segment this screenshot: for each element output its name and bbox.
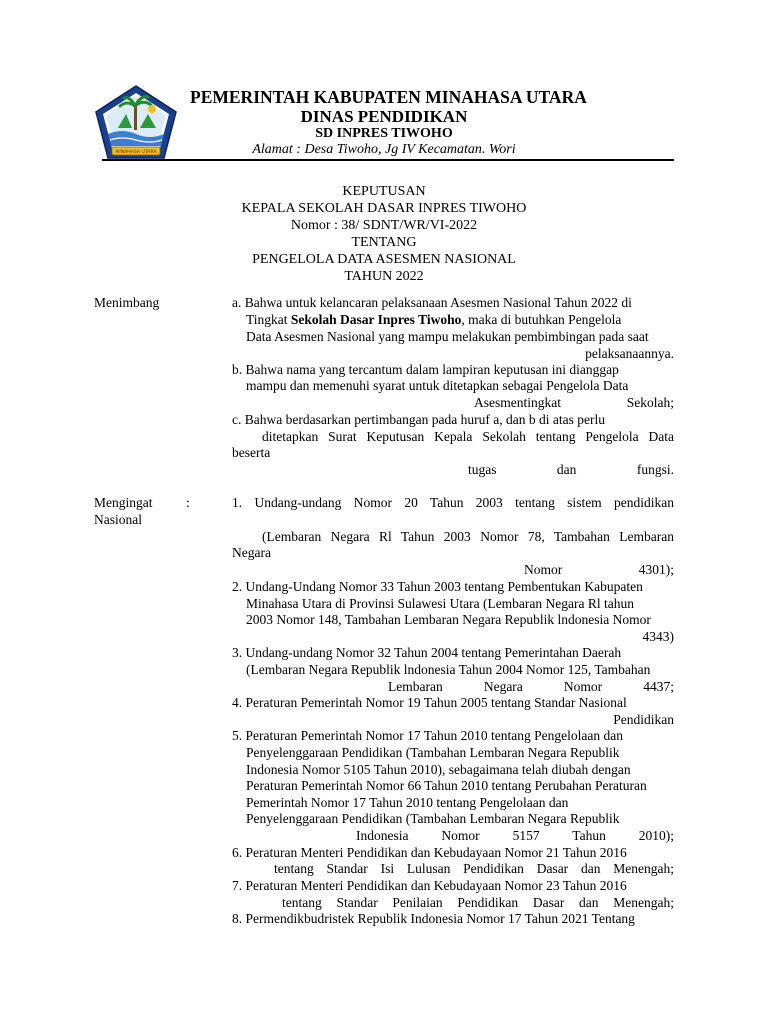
- menimbang-c-line: c. Bahwa berdasarkan pertimbangan pada huruf a, dan b di atas perlu: [232, 412, 605, 427]
- mengingat-item-5: Pemerintah Nomor 17 Tahun 2010 tentang Pengelolaan dan: [246, 795, 569, 810]
- decree-heading: KEPUTUSAN: [342, 184, 426, 199]
- mengingat-label: Mengingat: [94, 495, 153, 510]
- logo-banner-text: MINAHASA UTARA: [115, 150, 157, 156]
- decree-subject: PENGELOLA DATA ASESMEN NASIONAL: [252, 252, 516, 267]
- mengingat-item-7: 7. Peraturan Menteri Pendidikan dan Kebudayaan Nomor 23 Tahun 2016: [232, 878, 627, 893]
- mengingat-item-5: Penyelenggaraan Pendidikan (Tambahan Lembaran Negara Republik: [246, 745, 620, 760]
- mengingat-item-6: 6. Peraturan Menteri Pendidikan dan Kebudayaan Nomor 21 Tahun 2016: [232, 845, 627, 860]
- letterhead-agency: DINAS PENDIDIKAN: [300, 107, 468, 126]
- mengingat-item-2: 2003 Nomor 148, Tambahan Lembaran Negara Republik lndonesia Nomor: [246, 612, 651, 627]
- menimbang-c-line: beserta: [232, 445, 271, 460]
- school-name-bold: Sekolah Dasar Inpres Tiwoho: [290, 312, 462, 327]
- letterhead-divider: [102, 159, 674, 161]
- mengingat-item-4: 4. Peraturan Pemerintah Nomor 19 Tahun 2005 tentang Standar Nasional: [232, 695, 627, 710]
- mengingat-item-1: (Lembaran Negara Rl Tahun 2003 Nomor 78, Tambahan Lembaran: [262, 529, 674, 544]
- menimbang-a-line: Data Asesmen Nasional yang mampu melakukan pembimbingan pada saat: [246, 329, 649, 344]
- mengingat-item-3: 3. Undang-undang Nomor 32 Tahun 2004 tentang Pemerintahan Daerah: [232, 645, 622, 660]
- mengingat-item-5: Penyelenggaraan Pendidikan (Tambahan Lembaran Negara Republik: [246, 811, 620, 826]
- mengingat-item-5: 5. Peraturan Pemerintah Nomor 17 Tahun 2010 tentang Pengelolaan dan: [232, 728, 623, 743]
- mengingat-item-1: Nomor 4301);: [524, 562, 674, 577]
- mengingat-item-2: Minahasa Utara di Provinsi Sulawesi Utara (Lembaran Negara Rl tahun: [246, 596, 635, 611]
- mengingat-item-6: tentang Standar Isi Lulusan Pendidikan Dasar dan Menengah;: [274, 861, 674, 876]
- regency-logo: [94, 84, 178, 160]
- letterhead-government: PEMERINTAH KABUPATEN MINAHASA UTARA: [190, 87, 587, 107]
- menimbang-a-text: , maka di butuhkan Pengelola: [461, 312, 622, 327]
- menimbang-a-line: a. Bahwa untuk kelancaran pelaksanaan Asesmen Nasional Tahun 2022 di: [232, 295, 632, 310]
- menimbang-b-line: b. Bahwa nama yang tercantum dalam lampiran keputusan ini dianggap: [232, 362, 619, 377]
- mengingat-label: Nasional: [94, 512, 142, 527]
- mengingat-item-5: Peraturan Pemerintah Nomor 66 Tahun 2010 tentang Perubahan Peraturan: [246, 778, 647, 793]
- decree-tentang: TENTANG: [351, 235, 417, 250]
- mengingat-item-1: 1. Undang-undang Nomor 20 Tahun 2003 tentang sistem pendidikan: [232, 495, 674, 510]
- menimbang-c-line: ditetapkan Surat Keputusan Kepala Sekolah tentang Pengelola Data: [262, 429, 674, 444]
- mengingat-item-4: Pendidikan: [613, 712, 674, 727]
- mengingat-item-7: tentang Standar Penilaian Pendidikan Dasar dan Menengah;: [282, 895, 674, 910]
- menimbang-a-line: pelaksanaannya.: [585, 346, 674, 361]
- mengingat-item-8: 8. Permendikbudristek Republik Indonesia Nomor 17 Tahun 2021 Tentang: [232, 911, 635, 926]
- decree-number: Nomor : 38/ SDNT/WR/VI-2022: [290, 218, 478, 233]
- mengingat-item-5: Indonesia Nomor 5105 Tahun 2010), sebagaimana telah diubah dengan: [246, 762, 631, 777]
- menimbang-c-line: tugas dan fungsi.: [468, 462, 674, 477]
- mengingat-item-3: Lembaran Negara Nomor 4437;: [388, 679, 674, 694]
- menimbang-label: Menimbang: [94, 295, 160, 310]
- mengingat-item-2: 2. Undang-Undang Nomor 33 Tahun 2003 tentang Pembentukan Kabupaten: [232, 579, 643, 594]
- mengingat-colon: :: [186, 495, 190, 510]
- decree-issuer: KEPALA SEKOLAH DASAR INPRES TIWOHO: [241, 201, 527, 216]
- menimbang-a-text: Tingkat: [246, 312, 291, 327]
- mengingat-item-2: 4343): [642, 629, 674, 644]
- menimbang-b-line: mampu dan memenuhi syarat untuk ditetapkan sebagai Pengelola Data: [246, 378, 629, 393]
- menimbang-b-line: Asesmentingkat Sekolah;: [474, 395, 674, 410]
- mengingat-item-5: Indonesia Nomor 5157 Tahun 2010);: [356, 828, 674, 843]
- mengingat-item-1: Negara: [232, 545, 271, 560]
- menimbang-a-line: [246, 312, 674, 328]
- mengingat-item-3: (Lembaran Negara Republik lndonesia Tahun 2004 Nomor 125, Tambahan: [246, 662, 651, 677]
- letterhead-school: SD INPRES TIWOHO: [315, 126, 453, 141]
- letterhead-address: Alamat : Desa Tiwoho, Jg IV Kecamatan. Wori: [252, 142, 516, 157]
- decree-year: TAHUN 2022: [344, 269, 424, 284]
